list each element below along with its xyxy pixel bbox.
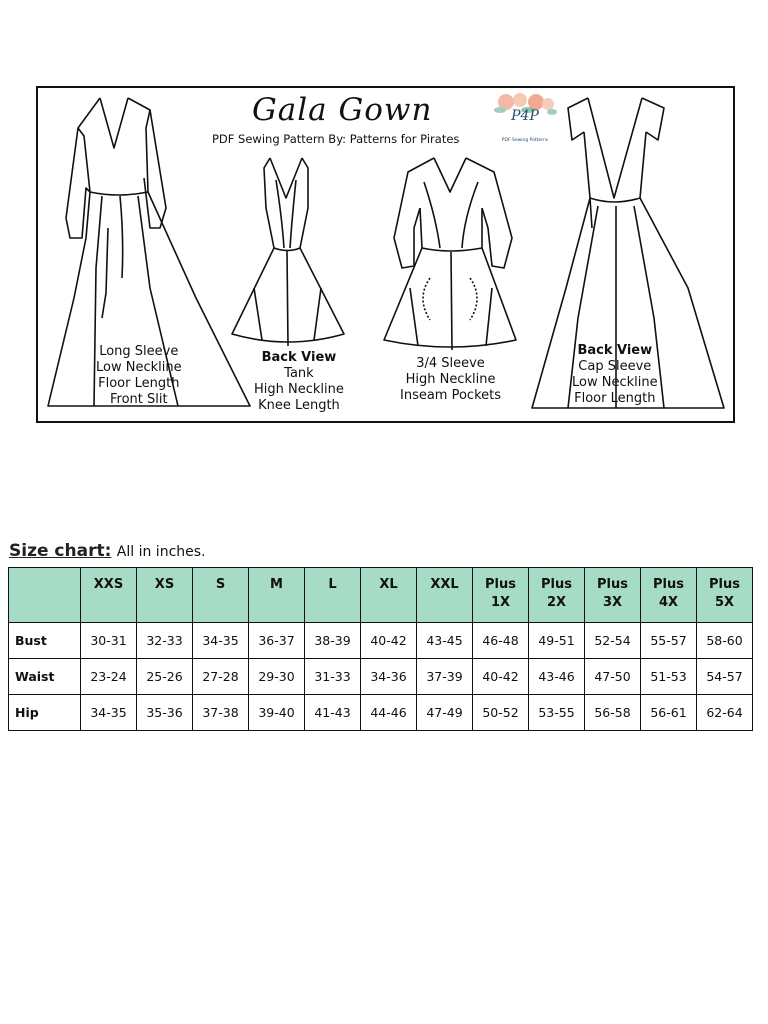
measurement-value: 56-61	[641, 695, 697, 731]
size-header-cell: Plus 3X	[585, 568, 641, 623]
measurement-value: 47-49	[417, 695, 473, 731]
measurement-value: 35-36	[137, 695, 193, 731]
measurement-value: 25-26	[137, 659, 193, 695]
measurement-value: 23-24	[81, 659, 137, 695]
table-row	[9, 623, 753, 659]
size-header-cell: L	[305, 568, 361, 623]
size-header-cell: XXS	[81, 568, 137, 623]
pattern-illustration-panel	[36, 86, 735, 423]
measurement-value: 47-50	[585, 659, 641, 695]
size-chart-table	[8, 567, 753, 731]
measurement-value: 38-39	[305, 623, 361, 659]
measurement-label: Bust	[9, 623, 81, 659]
size-header-cell: S	[193, 568, 249, 623]
size-header-cell: XXL	[417, 568, 473, 623]
measurement-value: 34-35	[81, 695, 137, 731]
measurement-value: 56-58	[585, 695, 641, 731]
size-chart-heading	[9, 541, 206, 561]
pattern-title: Gala Gown	[252, 92, 433, 128]
dress-tank-knee-length	[232, 158, 344, 346]
measurement-value: 40-42	[473, 659, 529, 695]
size-header-cell: Plus 4X	[641, 568, 697, 623]
size-header-cell: Plus 1X	[473, 568, 529, 623]
dress-1-label: Long Sleeve Low Neckline Floor Length Front Slit	[96, 344, 182, 407]
measurement-value: 39-40	[249, 695, 305, 731]
size-chart-title: Size chart:	[9, 541, 112, 561]
measurement-value: 30-31	[81, 623, 137, 659]
dress-2-label: Back View Tank High Neckline Knee Length	[254, 350, 344, 413]
size-header-row	[9, 568, 753, 623]
measurement-value: 53-55	[529, 695, 585, 731]
dress-4-label: Back View Cap Sleeve Low Neckline Floor Length	[572, 343, 658, 406]
measurement-value: 50-52	[473, 695, 529, 731]
table-row	[9, 695, 753, 731]
measurement-value: 29-30	[249, 659, 305, 695]
measurement-value: 55-57	[641, 623, 697, 659]
measurement-value: 32-33	[137, 623, 193, 659]
size-header-cell: Plus 5X	[697, 568, 753, 623]
measurement-value: 43-46	[529, 659, 585, 695]
measurement-label: Hip	[9, 695, 81, 731]
measurement-value: 54-57	[697, 659, 753, 695]
size-header-cell: XS	[137, 568, 193, 623]
dress-3-label: 3/4 Sleeve High Neckline Inseam Pockets	[400, 356, 502, 403]
logo-subtext: PDF Sewing Patterns	[501, 138, 549, 143]
measurement-value: 36-37	[249, 623, 305, 659]
measurement-value: 49-51	[529, 623, 585, 659]
measurement-value: 37-38	[193, 695, 249, 731]
measurement-value: 27-28	[193, 659, 249, 695]
p4p-logo	[492, 92, 558, 154]
pattern-subtitle: PDF Sewing Pattern By: Patterns for Pirates	[212, 132, 460, 146]
header-corner-cell	[9, 568, 81, 623]
measurement-value: 31-33	[305, 659, 361, 695]
dress-three-quarter-sleeve	[384, 158, 516, 350]
measurement-value: 62-64	[697, 695, 753, 731]
measurement-label: Waist	[9, 659, 81, 695]
size-header-cell: M	[249, 568, 305, 623]
measurement-value: 52-54	[585, 623, 641, 659]
size-chart-units-note: All in inches.	[116, 544, 206, 560]
measurement-value: 46-48	[473, 623, 529, 659]
size-header-cell: Plus 2X	[529, 568, 585, 623]
measurement-value: 37-39	[417, 659, 473, 695]
measurement-value: 43-45	[417, 623, 473, 659]
logo-mark: P4P	[511, 108, 539, 124]
table-row	[9, 659, 753, 695]
size-header-cell: XL	[361, 568, 417, 623]
measurement-value: 34-36	[361, 659, 417, 695]
measurement-value: 40-42	[361, 623, 417, 659]
measurement-value: 41-43	[305, 695, 361, 731]
measurement-value: 44-46	[361, 695, 417, 731]
measurement-value: 51-53	[641, 659, 697, 695]
measurement-value: 34-35	[193, 623, 249, 659]
measurement-value: 58-60	[697, 623, 753, 659]
